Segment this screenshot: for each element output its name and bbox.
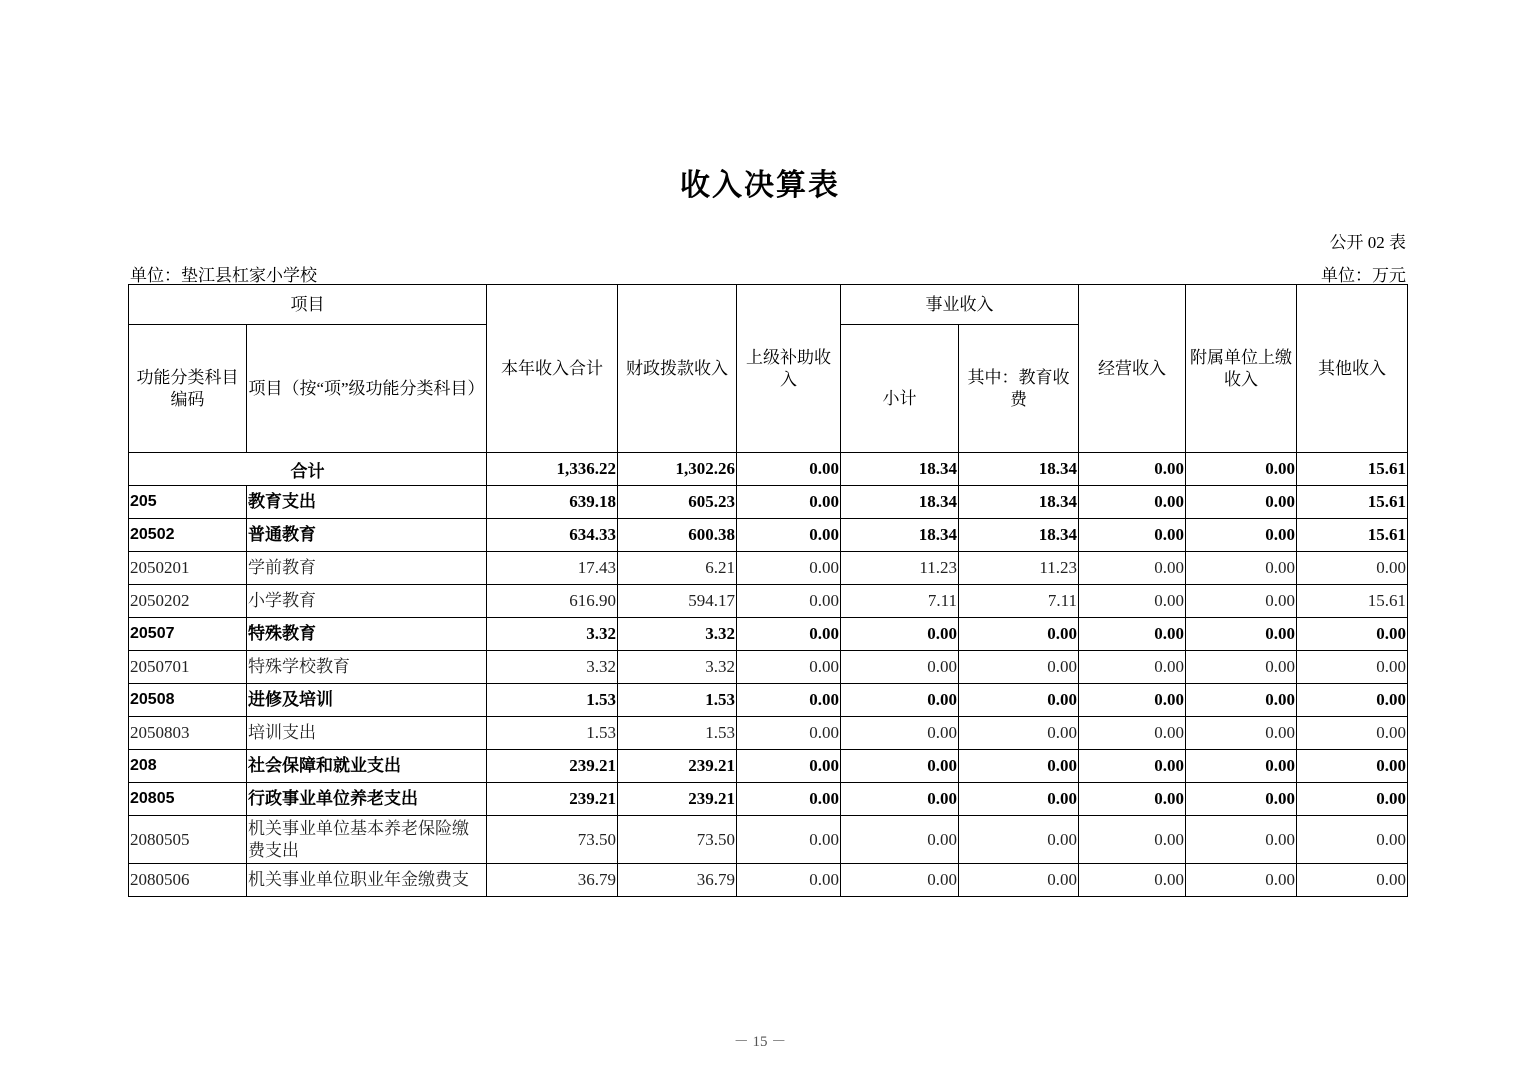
row-code: 20507 bbox=[129, 618, 247, 651]
row-code: 2050201 bbox=[129, 552, 247, 585]
row-value: 3.32 bbox=[487, 618, 618, 651]
row-value: 18.34 bbox=[841, 519, 959, 552]
row-value: 0.00 bbox=[737, 816, 841, 864]
row-value: 600.38 bbox=[618, 519, 737, 552]
row-value: 0.00 bbox=[1079, 864, 1186, 897]
row-value: 0.00 bbox=[959, 684, 1079, 717]
table-row bbox=[129, 864, 1408, 897]
row-value: 11.23 bbox=[841, 552, 959, 585]
row-code: 2080505 bbox=[129, 816, 247, 864]
row-value: 15.61 bbox=[1297, 519, 1408, 552]
table-row bbox=[129, 750, 1408, 783]
row-value: 73.50 bbox=[487, 816, 618, 864]
row-code: 2050701 bbox=[129, 651, 247, 684]
row-value: 0.00 bbox=[737, 486, 841, 519]
row-value: 0.00 bbox=[737, 684, 841, 717]
row-value: 11.23 bbox=[959, 552, 1079, 585]
row-name: 学前教育 bbox=[247, 552, 487, 585]
row-name: 小学教育 bbox=[247, 585, 487, 618]
total-cell: 1,302.26 bbox=[618, 453, 737, 486]
row-value: 7.11 bbox=[959, 585, 1079, 618]
row-value: 0.00 bbox=[841, 618, 959, 651]
total-cell: 0.00 bbox=[1186, 453, 1297, 486]
row-name: 进修及培训 bbox=[247, 684, 487, 717]
row-value: 0.00 bbox=[1079, 519, 1186, 552]
row-code: 205 bbox=[129, 486, 247, 519]
row-value: 0.00 bbox=[1186, 684, 1297, 717]
row-value: 0.00 bbox=[1186, 864, 1297, 897]
header-subtotal: 小计 bbox=[841, 325, 959, 453]
row-value: 0.00 bbox=[841, 651, 959, 684]
row-value: 7.11 bbox=[841, 585, 959, 618]
header-business-income-group: 事业收入 bbox=[841, 285, 1079, 325]
row-value: 36.79 bbox=[618, 864, 737, 897]
row-value: 0.00 bbox=[841, 783, 959, 816]
total-cell: 18.34 bbox=[959, 453, 1079, 486]
table-row bbox=[129, 684, 1408, 717]
row-value: 3.32 bbox=[618, 651, 737, 684]
row-value: 0.00 bbox=[1297, 684, 1408, 717]
table-row bbox=[129, 651, 1408, 684]
row-value: 0.00 bbox=[959, 816, 1079, 864]
header-education-fees: 其中：教育收费 bbox=[959, 325, 1079, 453]
row-code: 208 bbox=[129, 750, 247, 783]
row-value: 0.00 bbox=[1186, 618, 1297, 651]
header-code: 功能分类科目编码 bbox=[129, 325, 247, 453]
currency-unit: 单位：万元 bbox=[1321, 266, 1406, 285]
row-value: 1.53 bbox=[618, 684, 737, 717]
row-value: 0.00 bbox=[1186, 519, 1297, 552]
row-value: 0.00 bbox=[1079, 750, 1186, 783]
row-value: 0.00 bbox=[841, 750, 959, 783]
row-code: 20805 bbox=[129, 783, 247, 816]
table-row bbox=[129, 783, 1408, 816]
row-value: 0.00 bbox=[1079, 585, 1186, 618]
row-value: 0.00 bbox=[1297, 750, 1408, 783]
reporting-unit: 单位：垫江县杠家小学校 bbox=[130, 266, 317, 285]
table-body bbox=[129, 453, 1408, 897]
row-value: 605.23 bbox=[618, 486, 737, 519]
row-value: 0.00 bbox=[959, 864, 1079, 897]
header-affiliate-income: 附属单位上缴收入 bbox=[1186, 285, 1297, 453]
total-cell: 18.34 bbox=[841, 453, 959, 486]
row-value: 73.50 bbox=[618, 816, 737, 864]
row-value: 0.00 bbox=[1186, 486, 1297, 519]
row-value: 0.00 bbox=[1297, 552, 1408, 585]
row-value: 0.00 bbox=[1297, 783, 1408, 816]
row-code: 2050803 bbox=[129, 717, 247, 750]
row-value: 0.00 bbox=[737, 864, 841, 897]
table-row bbox=[129, 552, 1408, 585]
row-value: 0.00 bbox=[959, 717, 1079, 750]
row-value: 0.00 bbox=[1297, 651, 1408, 684]
row-name: 教育支出 bbox=[247, 486, 487, 519]
row-value: 0.00 bbox=[737, 519, 841, 552]
row-value: 1.53 bbox=[618, 717, 737, 750]
page-title: 收入决算表 bbox=[680, 169, 840, 202]
row-value: 1.53 bbox=[487, 684, 618, 717]
row-value: 0.00 bbox=[1186, 750, 1297, 783]
table-row bbox=[129, 585, 1408, 618]
header-total-income: 本年收入合计 bbox=[487, 285, 618, 453]
row-code: 20502 bbox=[129, 519, 247, 552]
row-value: 0.00 bbox=[1079, 486, 1186, 519]
row-value: 239.21 bbox=[618, 750, 737, 783]
row-value: 594.17 bbox=[618, 585, 737, 618]
row-value: 0.00 bbox=[1186, 783, 1297, 816]
row-value: 239.21 bbox=[487, 783, 618, 816]
row-value: 0.00 bbox=[1079, 618, 1186, 651]
row-value: 3.32 bbox=[618, 618, 737, 651]
row-value: 0.00 bbox=[737, 618, 841, 651]
row-value: 616.90 bbox=[487, 585, 618, 618]
row-value: 0.00 bbox=[959, 618, 1079, 651]
row-name: 培训支出 bbox=[247, 717, 487, 750]
row-value: 18.34 bbox=[959, 486, 1079, 519]
row-value: 0.00 bbox=[737, 585, 841, 618]
row-value: 239.21 bbox=[618, 783, 737, 816]
row-value: 0.00 bbox=[841, 684, 959, 717]
row-value: 0.00 bbox=[1186, 816, 1297, 864]
row-value: 15.61 bbox=[1297, 585, 1408, 618]
row-value: 0.00 bbox=[1297, 864, 1408, 897]
row-value: 0.00 bbox=[737, 651, 841, 684]
row-name: 社会保障和就业支出 bbox=[247, 750, 487, 783]
row-value: 0.00 bbox=[1079, 651, 1186, 684]
row-value: 0.00 bbox=[737, 717, 841, 750]
row-value: 0.00 bbox=[959, 750, 1079, 783]
row-value: 0.00 bbox=[737, 552, 841, 585]
row-value: 0.00 bbox=[1186, 717, 1297, 750]
row-value: 0.00 bbox=[1079, 717, 1186, 750]
row-value: 0.00 bbox=[841, 816, 959, 864]
row-value: 239.21 bbox=[487, 750, 618, 783]
table-row bbox=[129, 519, 1408, 552]
row-name: 机关事业单位职业年金缴费支 bbox=[247, 864, 487, 897]
header-fiscal-allocation: 财政拨款收入 bbox=[618, 285, 737, 453]
row-code: 2050202 bbox=[129, 585, 247, 618]
row-value: 0.00 bbox=[1079, 552, 1186, 585]
row-value: 0.00 bbox=[1079, 783, 1186, 816]
row-value: 0.00 bbox=[959, 651, 1079, 684]
row-value: 0.00 bbox=[737, 783, 841, 816]
table-row bbox=[129, 816, 1408, 864]
row-value: 17.43 bbox=[487, 552, 618, 585]
total-label: 合计 bbox=[129, 453, 487, 486]
row-value: 36.79 bbox=[487, 864, 618, 897]
row-name: 机关事业单位基本养老保险缴费支出 bbox=[247, 816, 487, 864]
row-name: 普通教育 bbox=[247, 519, 487, 552]
row-value: 0.00 bbox=[959, 783, 1079, 816]
row-value: 0.00 bbox=[1186, 651, 1297, 684]
total-row bbox=[129, 453, 1408, 486]
row-value: 0.00 bbox=[1297, 717, 1408, 750]
header-name: 项目（按“项”级功能分类科目） bbox=[247, 325, 487, 453]
total-cell: 15.61 bbox=[1297, 453, 1408, 486]
row-value: 0.00 bbox=[1186, 585, 1297, 618]
total-cell: 0.00 bbox=[1079, 453, 1186, 486]
form-number: 公开 02 表 bbox=[1329, 233, 1406, 252]
header-other-income: 其他收入 bbox=[1297, 285, 1408, 453]
income-statement-table bbox=[128, 284, 1408, 897]
table-row bbox=[129, 717, 1408, 750]
table-row bbox=[129, 618, 1408, 651]
row-value: 0.00 bbox=[1079, 684, 1186, 717]
row-value: 6.21 bbox=[618, 552, 737, 585]
total-cell: 0.00 bbox=[737, 453, 841, 486]
row-value: 18.34 bbox=[959, 519, 1079, 552]
row-value: 639.18 bbox=[487, 486, 618, 519]
total-cell: 1,336.22 bbox=[487, 453, 618, 486]
header-superior-subsidy: 上级补助收入 bbox=[737, 285, 841, 453]
row-value: 0.00 bbox=[737, 750, 841, 783]
header-project-group: 项目 bbox=[129, 285, 487, 325]
row-value: 0.00 bbox=[1079, 816, 1186, 864]
row-value: 15.61 bbox=[1297, 486, 1408, 519]
row-name: 特殊教育 bbox=[247, 618, 487, 651]
row-value: 0.00 bbox=[1186, 552, 1297, 585]
page-number: － 15 － bbox=[733, 1034, 787, 1050]
row-name: 特殊学校教育 bbox=[247, 651, 487, 684]
header-operating-income: 经营收入 bbox=[1079, 285, 1186, 453]
row-value: 1.53 bbox=[487, 717, 618, 750]
row-value: 0.00 bbox=[1297, 618, 1408, 651]
row-value: 634.33 bbox=[487, 519, 618, 552]
table-row bbox=[129, 486, 1408, 519]
row-name: 行政事业单位养老支出 bbox=[247, 783, 487, 816]
row-code: 20508 bbox=[129, 684, 247, 717]
row-value: 3.32 bbox=[487, 651, 618, 684]
row-value: 18.34 bbox=[841, 486, 959, 519]
row-code: 2080506 bbox=[129, 864, 247, 897]
row-value: 0.00 bbox=[1297, 816, 1408, 864]
row-value: 0.00 bbox=[841, 717, 959, 750]
row-value: 0.00 bbox=[841, 864, 959, 897]
